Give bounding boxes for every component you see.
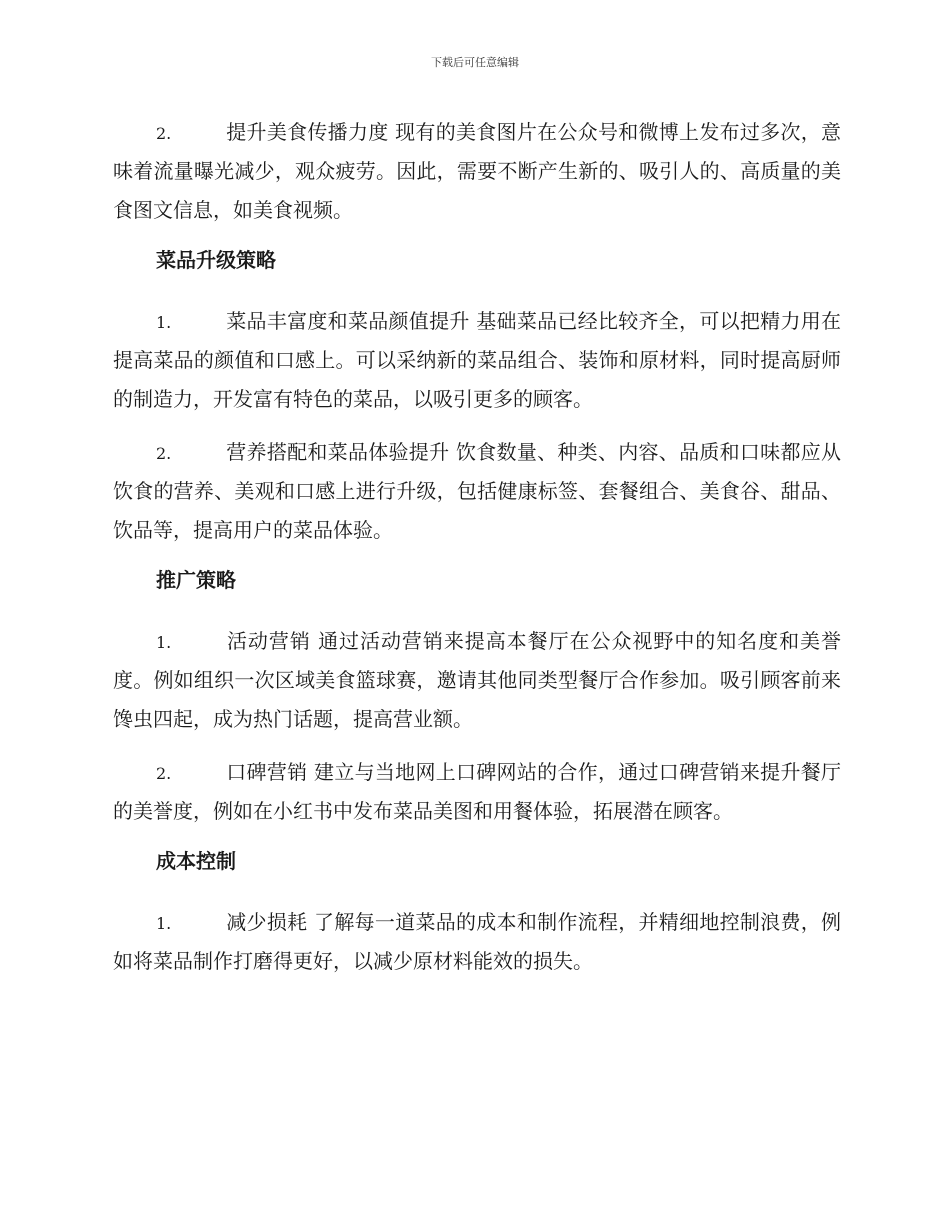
list-item-number: 1. xyxy=(156,313,172,332)
list-item xyxy=(113,433,841,550)
list-item-number: 2. xyxy=(156,124,172,143)
list-item-text: 了解每一道菜品的成本和制作流程，并精细地控制浪费，例如将菜品制作打磨得更好，以减少原材料能效的损失。 xyxy=(113,910,842,973)
document-body xyxy=(113,113,841,995)
list-item-number: 2. xyxy=(156,444,172,463)
page-header-note: 下载后可任意编辑 xyxy=(431,56,519,69)
list-item-number: 2. xyxy=(156,764,172,783)
list-item xyxy=(113,903,841,981)
list-item xyxy=(113,302,841,419)
section-heading: 推广策略 xyxy=(156,568,236,592)
list-item-title: 减少损耗 xyxy=(226,910,308,934)
list-item-title: 菜品丰富度和菜品颜值提升 xyxy=(226,309,470,333)
list-item-number: 1. xyxy=(156,633,172,652)
section-heading: 成本控制 xyxy=(156,849,236,873)
list-item-text: 建立与当地网上口碑网站的合作，通过口碑营销来提升餐厅的美誉度，例如在小红书中发布菜品美图和用餐体验，拓展潜在顾客。 xyxy=(113,760,842,823)
list-item-title: 口碑营销 xyxy=(226,760,308,784)
list-item-text: 饮食数量、种类、内容、品质和口味都应从饮食的营养、美观和口感上进行升级，包括健康标签、套餐组合、美食谷、甜品、饮品等，提高用户的菜品体验。 xyxy=(113,440,842,542)
list-item-number: 1. xyxy=(156,914,172,933)
list-item-text: 现有的美食图片在公众号和微博上发布过多次，意味着流量曝光减少，观众疲劳。因此，需要不断产生新的、吸引人的、高质量的美食图文信息，如美食视频。 xyxy=(113,120,842,222)
list-item-title: 活动营销 xyxy=(226,629,311,653)
section-heading: 菜品升级策略 xyxy=(156,248,276,272)
list-item-title: 提升美食传播力度 xyxy=(226,120,389,144)
list-item-text: 通过活动营销来提高本餐厅在公众视野中的知名度和美誉度。例如组织一次区域美食篮球赛，邀请其他同类型餐厅合作参加。吸引顾客前来馋虫四起，成为热门话题，提高营业额。 xyxy=(113,629,842,731)
list-item-title: 营养搭配和菜品体验提升 xyxy=(226,440,450,464)
list-item xyxy=(113,622,841,739)
list-item-text: 基础菜品已经比较齐全，可以把精力用在提高菜品的颜值和口感上。可以采纳新的菜品组合、装饰和原材料，同时提高厨师的制造力，开发富有特色的菜品，以吸引更多的顾客。 xyxy=(113,309,842,411)
list-item xyxy=(113,753,841,831)
list-item xyxy=(113,113,841,230)
